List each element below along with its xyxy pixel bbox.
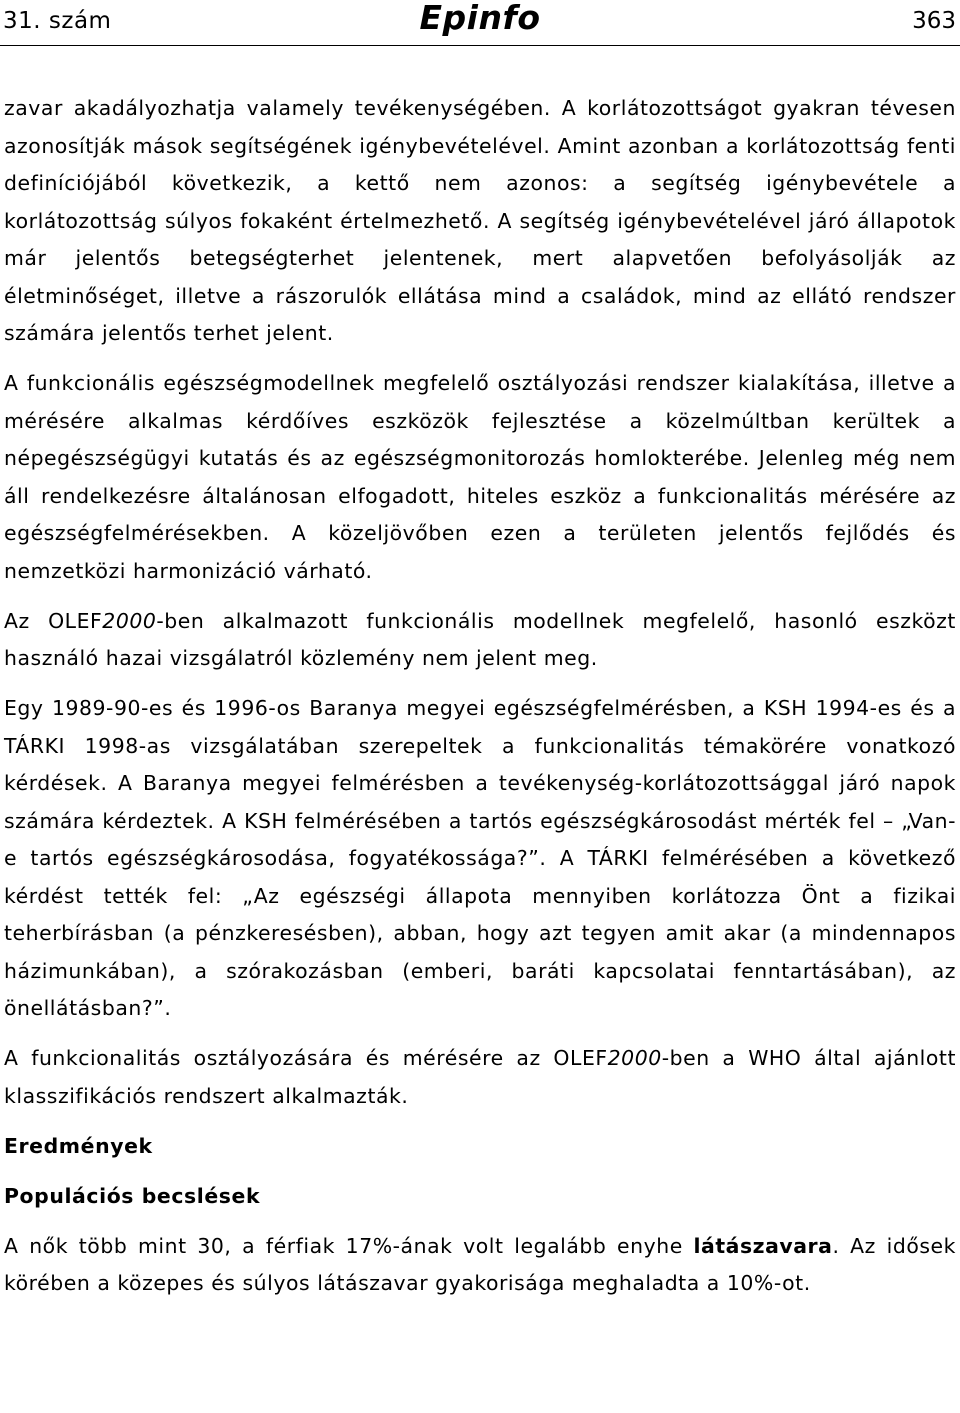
section-heading-results: Eredmények: [4, 1133, 153, 1158]
paragraph-6-text-b: . Az idősek körében a közepes és súlyos látászavar gyakorisága meghaladta a 10%-ot.: [4, 1233, 956, 1295]
subsection-heading-population-estimates: Populációs becslések: [4, 1183, 261, 1208]
header-divider: [0, 45, 960, 46]
page-header: [0, 0, 960, 50]
paragraph-4: Egy 1989-90-es és 1996-os Baranya megyei egészségfelmérésben, a KSH 1994-es és a TÁRKI 1998-as vizsgálatában szerepeltek a funkcionalitás témakörére vonatkozó kérdések. A Baranya megyei felmérésben a tevékenység-korlátozottsággal járó napok számára kérdeztek. A KSH felmérésében a tartós egészségkárosodást mérték fel – „Van-e tartós egészségkárosodása, fogyatékossága?”. A TÁRKI felmérésében a következő kérdést tették fel: „Az egészségi állapota mennyiben korlátozza Önt a fizikai teherbírásban (a pénzkeresésben), abban, hogy azt tegyen amit akar (a mindennapos házimunkában), a szórakozásban (emberi, baráti kapcsolatai fenntartásában), az önellátásban?”.: [4, 696, 956, 1020]
journal-logo: Epinfo: [419, 0, 541, 37]
paragraph-2: A funkcionális egészségmodellnek megfelelő osztályozási rendszer kialakítása, illetve a mérésére alkalmas kérdőíves eszközök fejlesztése a közelmúltban kerültek a népegészségügyi kutatás és az egészségmonitorozás homlokterébe. Jelenleg még nem áll rendelkezésre általánosan elfogadott, hiteles eszköz a funkcionalitás mérésére az egészségfelmérésekben. A közeljövőben ezen a területen jelentős fejlődés és nemzetközi harmonizáció várható.: [4, 371, 956, 583]
olef-year-italic: 2000: [607, 1046, 662, 1070]
page-number: 363: [912, 8, 956, 34]
issue-number: 31. szám: [3, 8, 112, 34]
paragraph-5: [4, 1040, 956, 1115]
paragraph-6-text-a: A nők több mint 30, a férfiak 17%-ának volt legalább enyhe: [4, 1233, 694, 1258]
paragraph-1: zavar akadályozhatja valamely tevékenységében. A korlátozottságot gyakran tévesen azonosítják mások segítségének igénybevételével. Amint azonban a korlátozottság fenti definíciójából következik, a kettő nem azonos: a segítség igénybevétele a korlátozottság súlyos fokaként értelmezhető. A segítség igénybevételével járó állapotok már jelentős betegségterhet jelentenek, mert alapvetően befolyásolják az életminőséget, illetve a rászorulók ellátása mind a családok, mind az ellátó rendszer számára jelentős terhet jelent.: [4, 96, 956, 345]
paragraph-3-text-a: Az OLEF: [4, 608, 103, 633]
paragraph-3-text-b: -ben alkalmazott funkcionális modellnek megfelelő, hasonló eszközt használó hazai vizsgálatról közlemény nem jelent meg.: [4, 608, 956, 670]
paragraph-3: [4, 603, 956, 678]
paragraph-5-text-b: -ben a WHO által ajánlott klasszifikációs rendszert alkalmazták.: [4, 1046, 956, 1108]
paragraph-6: [4, 1228, 956, 1303]
olef-year-italic: 2000: [102, 608, 157, 633]
article-body: [4, 90, 956, 1315]
vision-disorder-bold: látászavara: [693, 1233, 833, 1258]
paragraph-5-text-a: A funkcionalitás osztályozására és mérésére az OLEF: [4, 1046, 608, 1070]
